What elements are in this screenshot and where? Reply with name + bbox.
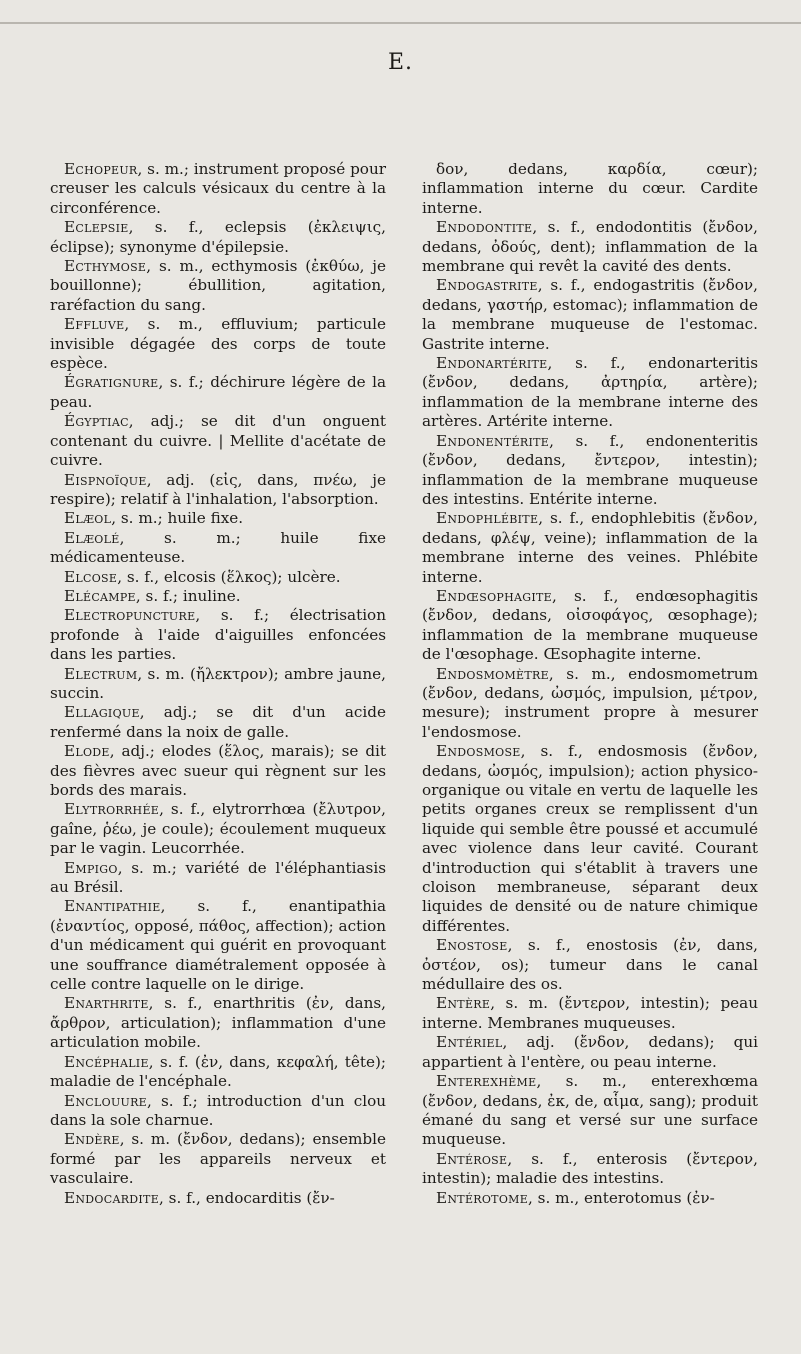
dictionary-entry bbox=[422, 994, 758, 1033]
dictionary-entry bbox=[50, 160, 386, 218]
dictionary-entry bbox=[50, 315, 386, 373]
entry-headword: Eispnoïque bbox=[64, 470, 147, 489]
entry-headword: Elytrorrhée bbox=[64, 800, 160, 819]
entry-definition: , s. m. (ἔνδον, dedans); ensemble formé par les appareils nerveux et vasculaire. bbox=[50, 1130, 386, 1188]
entry-definition: , s. f.; introduction d'un clou dans la sole charnue. bbox=[50, 1091, 386, 1129]
entry-definition: , s. f.; inuline. bbox=[135, 586, 241, 605]
dictionary-entry bbox=[50, 509, 386, 528]
dictionary-entry bbox=[422, 509, 758, 587]
entry-headword: Entériel bbox=[436, 1033, 503, 1052]
entry-definition: , s. m.; variété de l'éléphantiasis au Brésil. bbox=[50, 858, 386, 897]
dictionary-entry bbox=[422, 742, 758, 936]
entry-headword: Effluve bbox=[64, 315, 125, 334]
entry-headword: Endocardite bbox=[64, 1188, 160, 1207]
entry-headword: Electropuncture bbox=[64, 606, 196, 625]
entry-definition: , s. m.; instrument proposé pour creuser les calculs vésicaux du centre à la circonférence. bbox=[50, 160, 386, 217]
dictionary-entry bbox=[422, 587, 758, 665]
entry-definition: , s. f., eclepsis (ἐκλειψις, éclipse); synonyme d'épilepsie. bbox=[50, 218, 386, 256]
entry-headword: Echopeur bbox=[64, 160, 138, 178]
entry-headword: Endogastrite bbox=[436, 276, 538, 295]
dictionary-entry bbox=[50, 471, 386, 510]
entry-headword: Égyptiac bbox=[64, 412, 129, 431]
entry-definition: , adj.; se dit d'un acide renfermé dans la noix de galle. bbox=[50, 703, 386, 741]
entry-headword: Entérotome bbox=[436, 1188, 529, 1207]
dictionary-entry bbox=[50, 665, 386, 704]
entry-definition: , s. f., endonarteritis (ἔνδον, dedans, ἀρτηρία, artère); inflammation de la membrane interne des artères. Artérite interne. bbox=[422, 354, 758, 431]
entry-headword: Elécampe bbox=[64, 586, 136, 605]
entry-headword: Enantipathie bbox=[64, 897, 161, 916]
dictionary-entry bbox=[422, 432, 758, 510]
entry-definition: , adj. (εἰς, dans, πνέω, je respire); relatif à l'inhalation, l'absorption. bbox=[50, 470, 386, 508]
entry-headword: Enarthrite bbox=[64, 994, 149, 1013]
entry-definition: , s. m., enterexhœma (ἔνδον, dedans, ἐκ, de, αἷμα, sang); produit émané du sang et versé sur une surface muqueuse. bbox=[422, 1072, 758, 1149]
dictionary-entry bbox=[50, 218, 386, 257]
dictionary-entry bbox=[50, 800, 386, 858]
entry-definition: , s. m.; huile fixe. bbox=[111, 509, 244, 528]
entry-definition: , s. m. (ἤλεκτρον); ambre jaune, succin. bbox=[50, 664, 386, 702]
section-letter: E. bbox=[387, 50, 414, 75]
entry-definition: , adj.; se dit d'un onguent contenant du cuivre. | Mellite d'acétate de cuivre. bbox=[50, 412, 386, 470]
dictionary-entry bbox=[422, 160, 758, 218]
dictionary-entry bbox=[422, 936, 758, 994]
dictionary-entry bbox=[422, 1072, 758, 1150]
entry-headword: Elæolé bbox=[64, 528, 120, 547]
entry-definition: , s. m., ecthymosis (ἐκθύω, je bouillonne); ébullition, agitation, raréfaction du sang. bbox=[50, 257, 386, 314]
dictionary-entry bbox=[50, 703, 386, 742]
dictionary-entry bbox=[422, 354, 758, 432]
entry-definition: , s. f.; déchirure légère de la peau. bbox=[50, 373, 386, 411]
top-rule bbox=[0, 22, 801, 24]
entry-definition: , s. m., effluvium; particule invisible dégagée des corps de toute espèce. bbox=[50, 315, 386, 373]
dictionary-entry bbox=[50, 1092, 386, 1131]
entry-headword: Endère bbox=[64, 1130, 120, 1149]
entry-headword: Endonartérite bbox=[436, 354, 548, 373]
entry-headword: Endodontite bbox=[436, 218, 533, 237]
entry-headword: Enostose bbox=[436, 936, 508, 955]
entry-headword: Ellagique bbox=[64, 703, 140, 722]
dictionary-entry bbox=[422, 1189, 758, 1208]
dictionary-entry bbox=[50, 606, 386, 664]
entry-headword: Endosmomètre bbox=[436, 664, 549, 683]
dictionary-entry bbox=[50, 257, 386, 315]
entry-definition: , s. m., endosmometrum (ἔνδον, dedans, ὠσμός, impulsion, μέτρον, mesure); instrument propre à mesurer l'endosmose. bbox=[422, 664, 758, 741]
dictionary-entry bbox=[50, 587, 386, 606]
entry-definition: , s. f., endosmosis (ἔνδον, dedans, ὠσμός, impulsion); action physico-organique ou vitale en vertu de laquelle les petits organes creux se remplissent d'un liquide qui semble être poussé et accumulé avec violence dans leur cavité. Courant d'introduction qui s'établit à travers une cloison membraneuse, séparant deux liquides de densité ou de nature chimique différentes. bbox=[422, 742, 758, 935]
dictionary-entry bbox=[50, 412, 386, 470]
entry-definition: , s. f., enostosis (ἐν, dans, ὀστέον, os); tumeur dans le canal médullaire des os. bbox=[422, 936, 758, 994]
entry-headword: Encéphalie bbox=[64, 1052, 149, 1071]
entry-definition: , s. f. (ἐν, dans, κεφαλή, tête); maladie de l'encéphale. bbox=[50, 1052, 386, 1091]
entry-definition: , s. f., endogastritis (ἔνδον, dedans, γαστήρ, estomac); inflammation de la membrane muqueuse de l'estomac. Gastrite interne. bbox=[422, 276, 758, 353]
entry-definition: , s. f., endodontitis (ἔνδον, dedans, ὀδούς, dent); inflammation de la membrane qui revêt la cavité des dents. bbox=[422, 218, 758, 276]
entry-definition: , s. f., elytrorrhœa (ἔλυτρον, gaîne, ῥέω, je coule); écoulement muqueux par le vagin. Leucorrhée. bbox=[50, 800, 386, 858]
entry-definition: , s. f., enterosis (ἔντερον, intestin); maladie des intestins. bbox=[422, 1149, 758, 1188]
entry-headword: Endœsophagite bbox=[436, 586, 552, 605]
entry-headword: Entérose bbox=[436, 1149, 508, 1168]
left-column bbox=[50, 160, 386, 1208]
entry-headword: Endonentérite bbox=[436, 431, 550, 450]
entry-definition: , s. m.; huile fixe médicamenteuse. bbox=[50, 528, 386, 567]
entry-definition: , s. f., endocarditis (ἔν- bbox=[159, 1188, 335, 1207]
entry-definition: , adj.; elodes (ἕλος, marais); se dit des fièvres avec sueur qui règnent sur les bords des marais. bbox=[50, 742, 386, 799]
entry-headword: Electrum bbox=[64, 664, 138, 683]
dictionary-entry bbox=[50, 1053, 386, 1092]
entry-headword: Égratignure bbox=[64, 373, 159, 392]
entry-headword: Elæol bbox=[64, 509, 112, 528]
entry-headword: Elcose bbox=[64, 567, 118, 586]
entry-headword: Empigo bbox=[64, 858, 118, 877]
entry-headword: Elode bbox=[64, 742, 110, 761]
dictionary-entry bbox=[50, 859, 386, 898]
entry-definition: δον, dedans, καρδία, cœur); inflammation interne du cœur. Cardite interne. bbox=[422, 160, 758, 217]
dictionary-entry bbox=[422, 1150, 758, 1189]
entry-definition: , s. f., endophlebitis (ἔνδον, dedans, φλέψ, veine); inflammation de la membrane interne des veines. Phlébite interne. bbox=[422, 509, 758, 586]
dictionary-entry bbox=[422, 1033, 758, 1072]
entry-definition: , s. f., endonenteritis (ἔνδον, dedans, ἔντερον, intestin); inflammation de la membrane muqueuse des intestins. Entérite interne. bbox=[422, 431, 758, 508]
entry-headword: Enterexhème bbox=[436, 1072, 537, 1091]
entry-headword: Enclouure bbox=[64, 1091, 148, 1110]
dictionary-entry bbox=[50, 994, 386, 1052]
dictionary-entry bbox=[422, 218, 758, 276]
entry-definition: , s. f.; électrisation profonde à l'aide d'aiguilles enfoncées dans les parties. bbox=[50, 606, 386, 664]
dictionary-entry bbox=[50, 373, 386, 412]
dictionary-entry bbox=[50, 1130, 386, 1188]
dictionary-entry bbox=[50, 1189, 386, 1208]
dictionary-entry bbox=[50, 897, 386, 994]
entry-definition: , s. f., enantipathia (ἐναντίος, opposé, πάθος, affection); action d'un médicament qui guérit en provoquant une souffrance diamétralement opposée à celle contre laquelle on le dirige. bbox=[50, 897, 386, 994]
entry-headword: Eclepsie bbox=[64, 218, 129, 237]
dictionary-entry bbox=[422, 276, 758, 354]
entry-headword: Endophlébite bbox=[436, 509, 539, 528]
entry-definition: , adj. (ἔνδον, dedans); qui appartient à l'entère, ou peau interne. bbox=[422, 1033, 758, 1071]
dictionary-entry bbox=[50, 529, 386, 568]
right-column bbox=[422, 160, 758, 1208]
entry-headword: Ecthymose bbox=[64, 257, 147, 276]
dictionary-entry bbox=[422, 665, 758, 743]
entry-definition: , s. f., elcosis (ἕλκος); ulcère. bbox=[117, 567, 341, 586]
entry-definition: , s. m., enterotomus (ἐν- bbox=[528, 1188, 715, 1207]
dictionary-entry bbox=[50, 568, 386, 587]
entry-headword: Entère bbox=[436, 994, 491, 1013]
entry-definition: , s. f., endœsophagitis (ἔνδον, dedans, οἰσοφάγος, œsophage); inflammation de la membrane muqueuse de l'œsophage. Œsophagite interne. bbox=[422, 586, 758, 664]
entry-definition: , s. m. (ἔντερον, intestin); peau interne. Membranes muqueuses. bbox=[422, 994, 758, 1032]
entry-headword: Endosmose bbox=[436, 742, 521, 761]
dictionary-entry bbox=[50, 742, 386, 800]
entry-definition: , s. f., enarthritis (ἐν, dans, ἄρθρον, articulation); inflammation d'une articulation mobile. bbox=[50, 994, 386, 1052]
